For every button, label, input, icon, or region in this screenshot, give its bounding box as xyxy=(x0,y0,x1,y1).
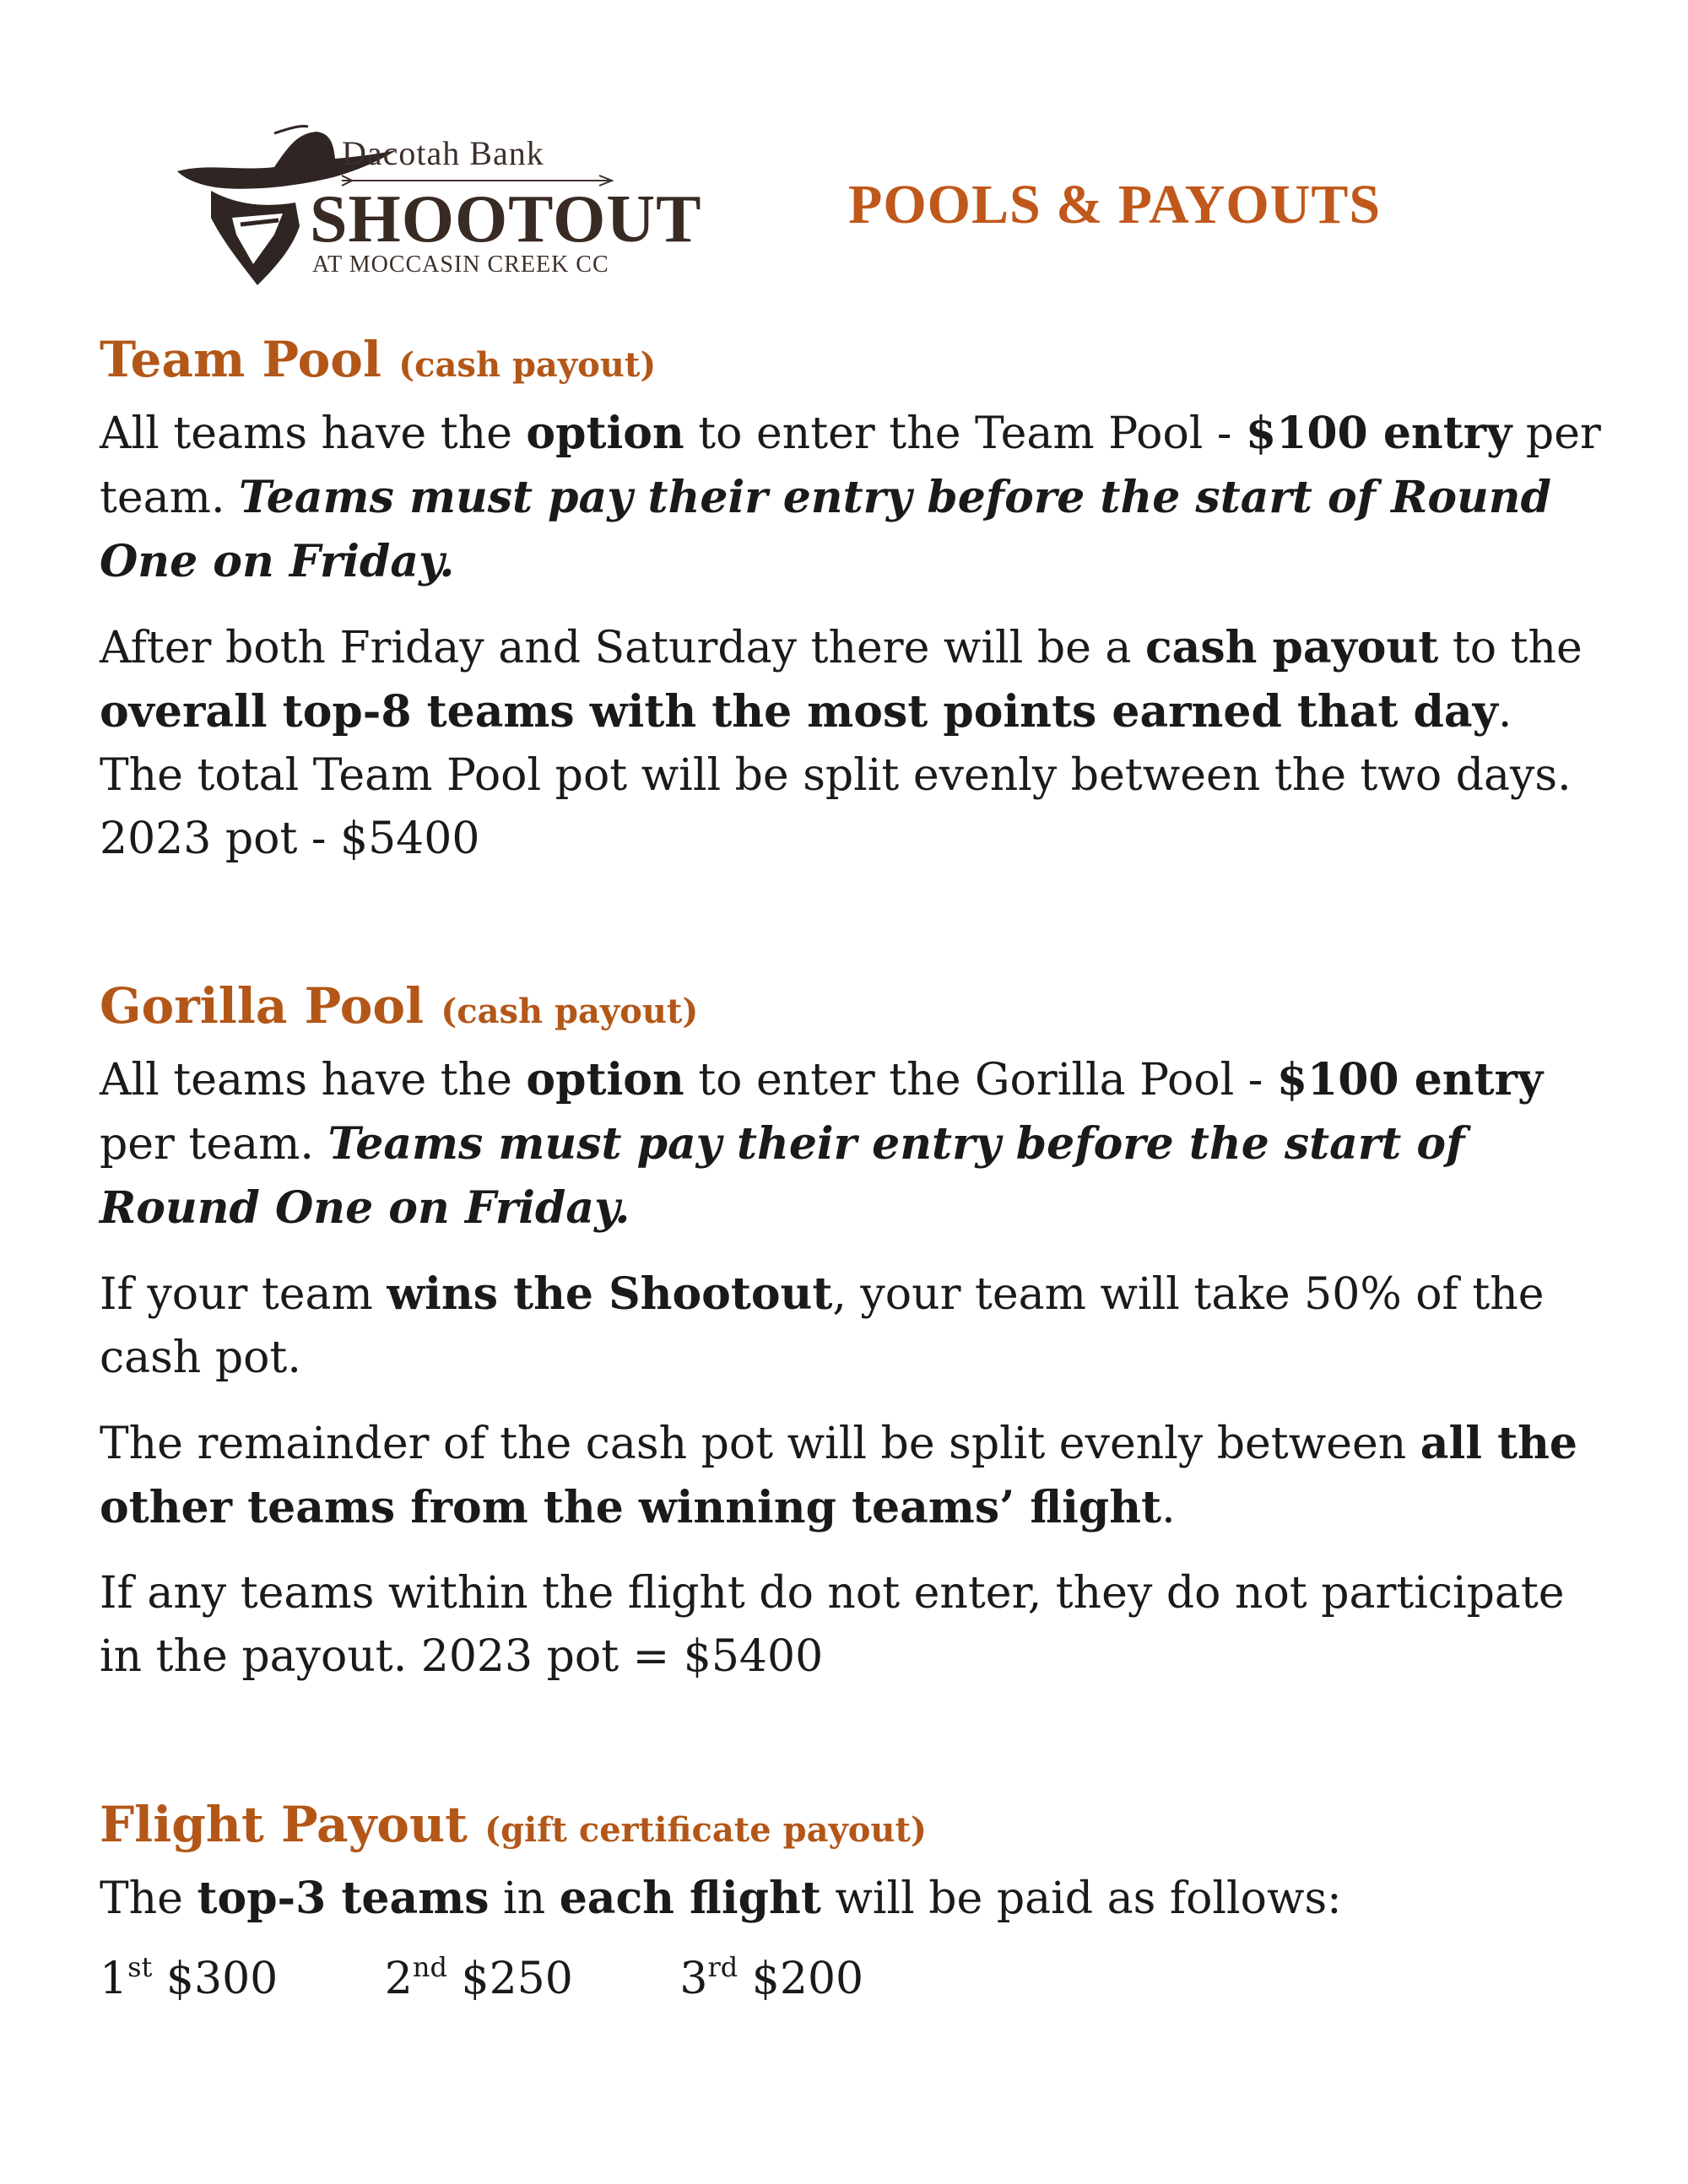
gorilla-pool-participation-text: If any teams within the flight do not enter, they do not participate in the payout. 2023 pot = $5400 xyxy=(100,1567,1565,1682)
page-title: POOLS & PAYOUTS xyxy=(848,174,1382,235)
gorilla-pool-heading xyxy=(100,977,1602,1036)
second-place-payout: 2nd $250 xyxy=(384,1950,573,2004)
team-pool-subtitle: (cash payout) xyxy=(398,345,657,385)
first-place-payout: 1st $300 xyxy=(100,1950,279,2004)
third-place-payout: 3rd $200 xyxy=(679,1950,864,2004)
flight-payout-title: Flight Payout xyxy=(100,1796,468,1853)
shootout-logo xyxy=(173,125,702,294)
gorilla-pool-entry-text: All teams have the option to enter the Gorilla Pool - $100 entry per team. Teams must pay their entry before the start of Round One on Friday. xyxy=(100,1053,1544,1234)
team-pool-section xyxy=(100,331,1602,871)
team-pool-heading xyxy=(100,331,1602,390)
flight-payout-text: The top-3 teams in each flight will be paid as follows: xyxy=(100,1872,1342,1924)
logo-bank-name: Dacotah Bank xyxy=(342,134,544,172)
gorilla-pool-remainder-text: The remainder of the cash pot will be split evenly between all the other teams from the winning teams’ flight. xyxy=(100,1417,1577,1533)
team-pool-entry-text: All teams have the option to enter the Team Pool - $100 entry per team. Teams must pay their entry before the start of Round One on Friday. xyxy=(100,407,1601,587)
gorilla-pool-section xyxy=(100,977,1602,1689)
logo-shootout: SHOOTOUT xyxy=(310,182,702,257)
flight-payout-heading xyxy=(100,1796,1602,1855)
flight-payout-places xyxy=(100,1951,1602,2004)
gorilla-pool-title: Gorilla Pool xyxy=(100,977,425,1035)
logo-venue: AT MOCCASIN CREEK CC xyxy=(312,251,609,278)
flight-payout-subtitle: (gift certificate payout) xyxy=(484,1810,927,1850)
flight-payout-section xyxy=(100,1796,1602,2004)
team-pool-title: Team Pool xyxy=(100,331,382,388)
gorilla-pool-winner-text: If your team wins the Shootout, your team will take 50% of the cash pot. xyxy=(100,1268,1545,1383)
team-pool-payout-text: After both Friday and Saturday there will be a cash payout to the overall top-8 teams with the most points earned that day. The total Team Pool pot will be split evenly between the two days. 2023 pot - $5400 xyxy=(100,621,1582,864)
gorilla-pool-subtitle: (cash payout) xyxy=(441,992,699,1031)
